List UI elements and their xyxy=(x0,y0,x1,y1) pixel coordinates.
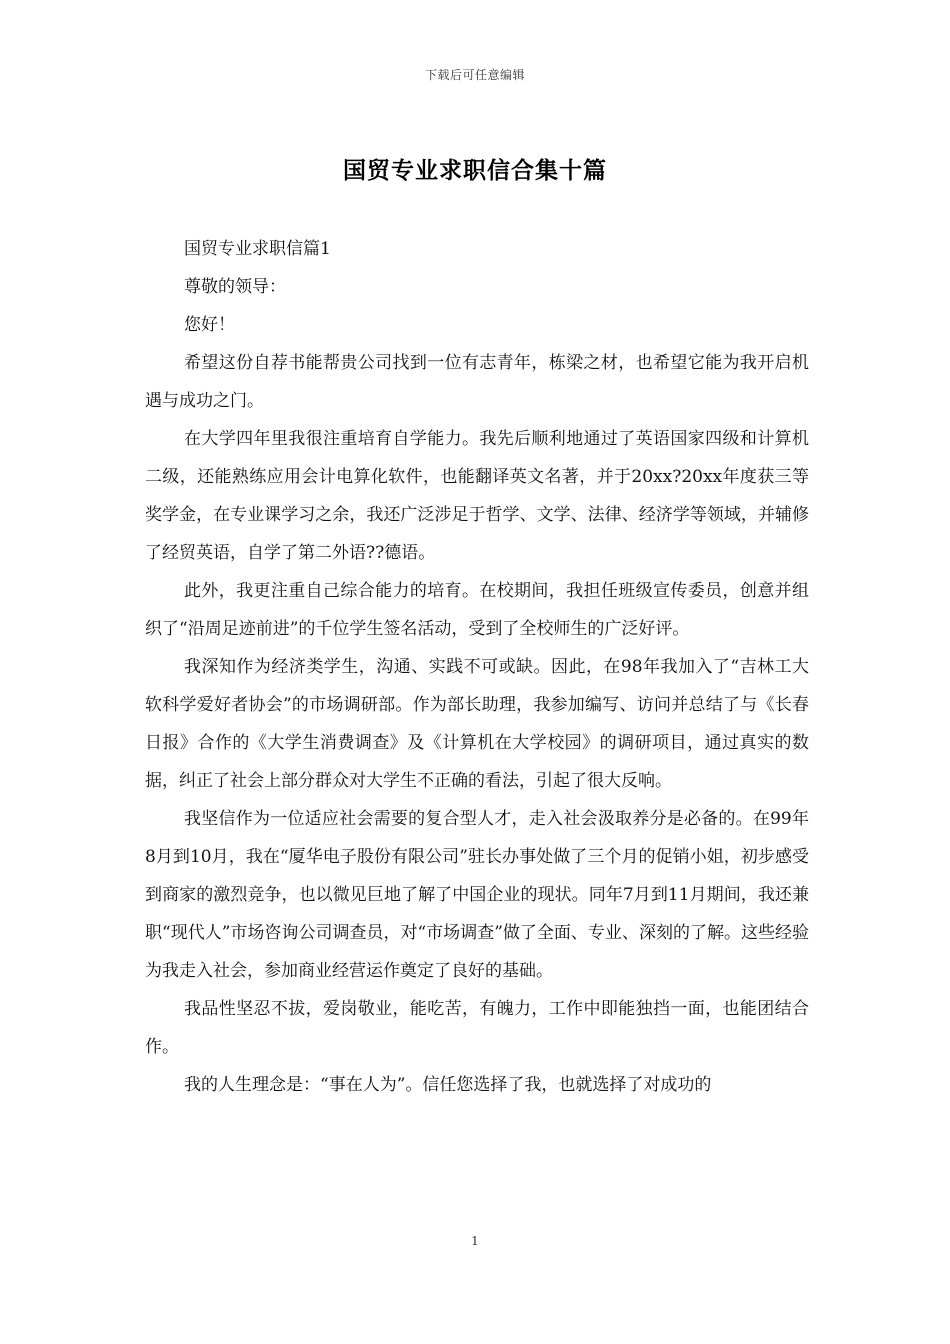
paragraph: 我品性坚忍不拔，爱岗敬业，能吃苦，有魄力，工作中即能独挡一面，也能团结合作。 xyxy=(145,999,809,1057)
document-title: 国贸专业求职信合集十篇 xyxy=(343,157,607,184)
document-body xyxy=(145,230,809,1104)
salutation: 尊敬的领导： xyxy=(184,277,286,297)
paragraph: 此外，我更注重自己综合能力的培育。在校期间，我担任班级宣传委员，创意并组织了“沿周足迹前进”的千位学生签名活动，受到了全校师生的广泛好评。 xyxy=(145,581,809,639)
paragraph: 在大学四年里我很注重培育自学能力。我先后顺利地通过了英语国家四级和计算机二级，还能熟练应用会计电算化软件，也能翻译英文名著，并于20xx?20xx年度获三等奖学金，在专业课学习之余，我还广泛涉足于哲学、文学、法律、经济学等领域，并辅修了经贸英语，自学了第二外语??德语。 xyxy=(145,429,809,563)
section-heading: 国贸专业求职信篇1 xyxy=(184,239,331,259)
greeting: 您好！ xyxy=(184,315,235,335)
header-note: 下载后可任意编辑 xyxy=(424,68,525,82)
page-number: 1 xyxy=(471,1234,479,1248)
paragraph: 希望这份自荐书能帮贵公司找到一位有志青年，栋梁之材，也希望它能为我开启机遇与成功之门。 xyxy=(145,353,809,411)
paragraph: 我的人生理念是：“事在人为”。信任您选择了我，也就选择了对成功的 xyxy=(184,1075,712,1095)
paragraph: 我深知作为经济类学生，沟通、实践不可或缺。因此，在98年我加入了“吉林工大软科学爱好者协会”的市场调研部。作为部长助理，我参加编写、访问并总结了与《长春日报》合作的《大学生消费调查》及《计算机在大学校园》的调研项目，通过真实的数据，纠正了社会上部分群众对大学生不正确的看法，引起了很大反响。 xyxy=(145,657,809,791)
paragraph: 我坚信作为一位适应社会需要的复合型人才，走入社会汲取养分是必备的。在99年8月到10月，我在“厦华电子股份有限公司”驻长办事处做了三个月的促销小姐，初步感受到商家的激烈竞争，也以微见巨地了解了中国企业的现状。同年7月到11月期间，我还兼职“现代人”市场咨询公司调查员，对“市场调查”做了全面、专业、深刻的了解。这些经验为我走入社会，参加商业经营运作奠定了良好的基础。 xyxy=(145,809,809,981)
